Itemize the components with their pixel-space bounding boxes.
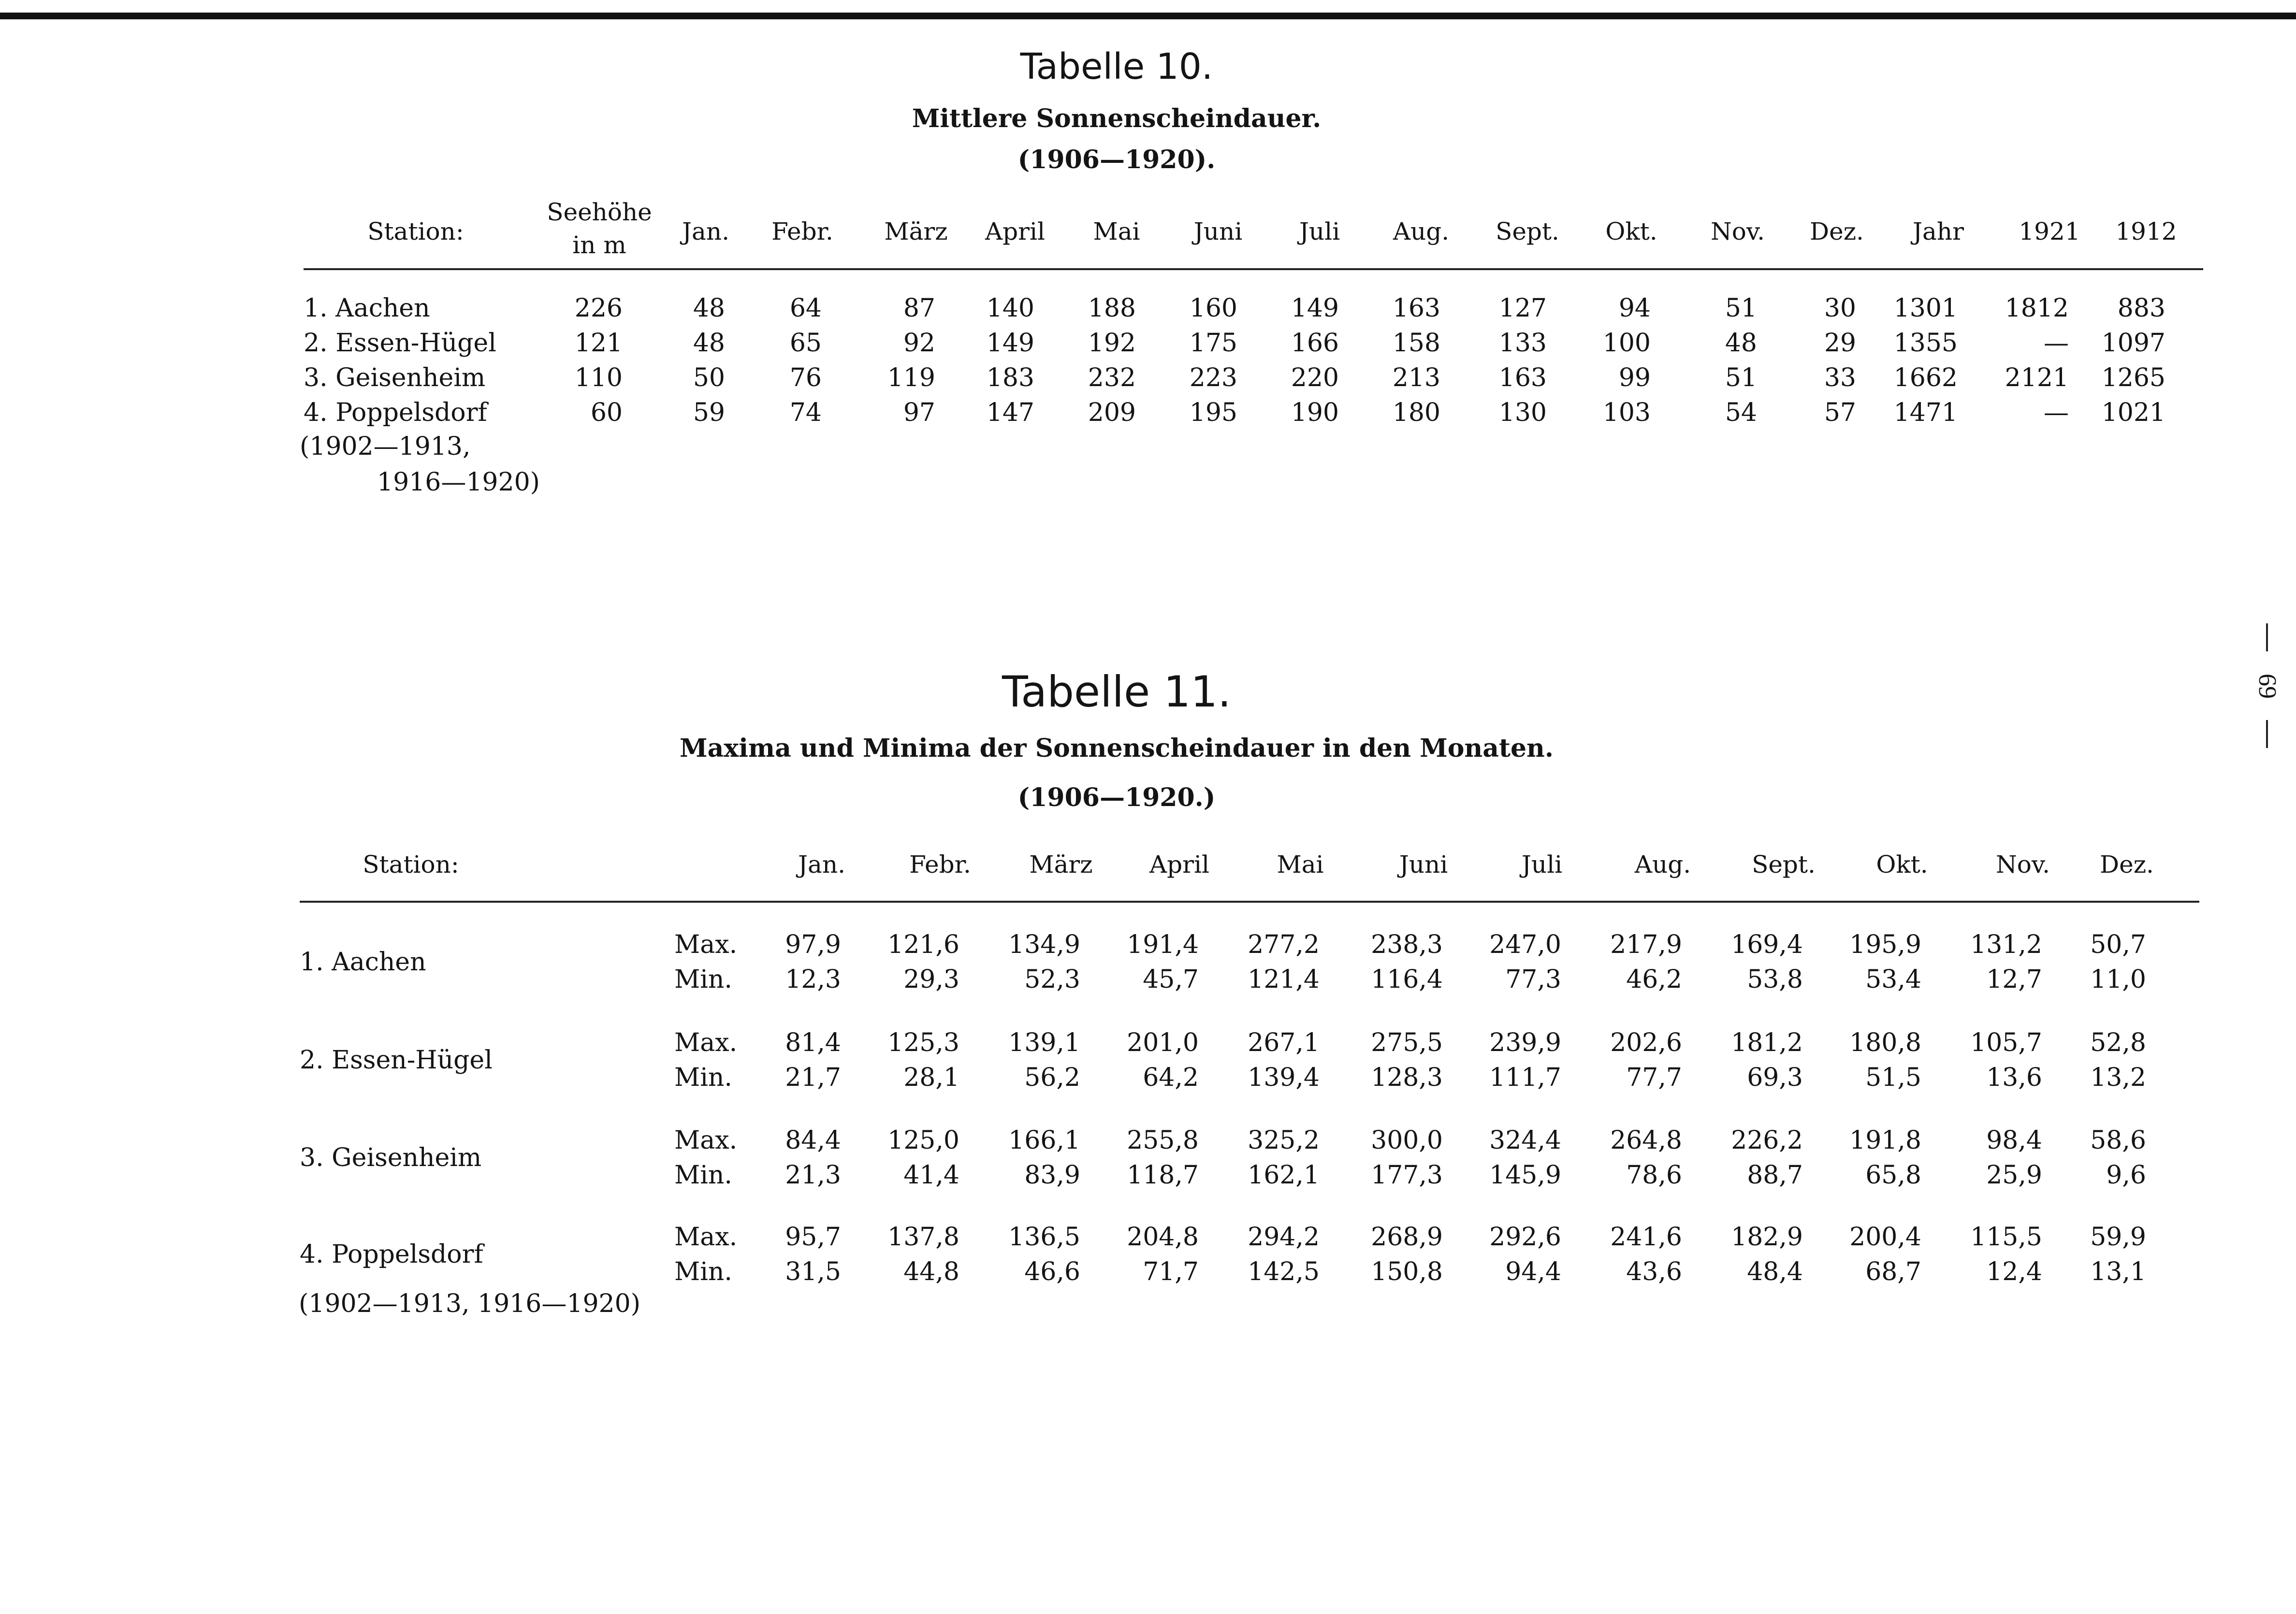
table11-row-2-max-col-8: 226,2 [1731,1126,1803,1155]
table10-row-1-col-10: 48 [1725,329,1757,358]
table10-row-3-col-14: 1021 [2101,398,2165,427]
table10-header-col-5: Juni [1193,217,1243,245]
table11-header-col-2: März [1029,850,1093,879]
table10-note-line1: (1902—1913, [300,432,471,461]
table10-header-col-6: Juli [1299,217,1340,245]
table10-row-0-col-1: 64 [789,294,822,323]
table11-row-1-min-col-6: 111,7 [1489,1063,1561,1092]
table11-row-0-min-col-5: 116,4 [1371,965,1443,994]
table10-row-3-col-6: 190 [1291,398,1339,427]
table11-header-col-10: Nov. [1995,850,2050,879]
table11-row-3-max-col-3: 204,8 [1127,1223,1199,1252]
table10-row-3-col-5: 195 [1189,398,1237,427]
table10-row-1-col-14: 1097 [2101,329,2165,358]
table10-row-0-col-11: 30 [1824,294,1856,323]
table11-row-1-min-col-10: 13,6 [1986,1063,2042,1092]
table11-row-0-min-col-9: 53,4 [1865,965,1921,994]
table11-row-2-max-label: Max. [674,1126,738,1155]
table11-row-2-min-col-11: 9,6 [2106,1161,2146,1190]
table11-row-3-min-col-8: 48,4 [1747,1257,1803,1286]
table11-header-rule [300,901,2199,903]
table11-row-2-max-col-0: 84,4 [785,1126,841,1155]
table11-row-0-min-col-1: 29,3 [903,965,959,994]
table10-row-3-col-4: 209 [1088,398,1136,427]
table11-row-1-max-col-1: 125,3 [887,1028,959,1057]
table10-row-0-col-10: 51 [1725,294,1757,323]
page-number-dash-bottom [2266,720,2268,748]
table10-header-col-12: Jahr [1913,217,1964,245]
table10-row-0-station: 1. Aachen [304,294,430,323]
table10-row-0-col-5: 160 [1189,294,1237,323]
table11-row-0-station: 1. Aachen [300,948,426,977]
table11-row-0-min-col-2: 52,3 [1024,965,1080,994]
table11-header-col-8: Sept. [1752,850,1816,879]
table11-row-2-min-col-10: 25,9 [1986,1161,2042,1190]
table10-row-3-height: 60 [590,398,623,427]
table11-row-0-min-col-8: 53,8 [1747,965,1803,994]
table10-row-3-col-12: 1471 [1893,398,1958,427]
table11-row-2-max-col-4: 325,2 [1248,1126,1320,1155]
table11-row-3-min-label: Min. [674,1257,732,1286]
table11-row-0-max-col-8: 169,4 [1731,930,1803,959]
table11-row-1-max-col-0: 81,4 [785,1028,841,1057]
table11-row-2-max-col-1: 125,0 [887,1126,959,1155]
table11-row-1-max-col-5: 275,5 [1371,1028,1443,1057]
table10-header-col-7: Aug. [1393,217,1450,245]
table11-row-1-min-col-8: 69,3 [1747,1063,1803,1092]
table11-row-0-max-col-10: 131,2 [1970,930,2042,959]
table10-header-col-9: Okt. [1605,217,1657,245]
table10-row-0-height: 226 [574,294,623,323]
table10-row-1-col-11: 29 [1824,329,1856,358]
table10-row-2-col-7: 213 [1392,363,1440,392]
table11-row-0-min-col-11: 11,0 [2090,965,2146,994]
table11-row-0-min-col-10: 12,7 [1986,965,2042,994]
table11-row-3-min-col-10: 12,4 [1986,1257,2042,1286]
table11-row-3-min-col-9: 68,7 [1865,1257,1921,1286]
table11-row-1-min-col-0: 21,7 [785,1063,841,1092]
table11-row-3-max-col-4: 294,2 [1248,1223,1320,1252]
table10-header-col-0: Jan. [682,217,729,245]
table11-row-2-max-col-5: 300,0 [1371,1126,1443,1155]
table11-row-1-min-col-9: 51,5 [1865,1063,1921,1092]
table10-header-col-14: 1912 [2115,217,2177,245]
table11-row-1-max-col-2: 139,1 [1008,1028,1080,1057]
table10-header-col-8: Sept. [1496,217,1559,245]
table11-row-1-min-col-1: 28,1 [903,1063,959,1092]
table10-row-1-col-7: 158 [1392,329,1440,358]
table11-row-1-max-col-9: 180,8 [1849,1028,1921,1057]
table11-row-1-max-col-4: 267,1 [1248,1028,1320,1057]
table11-row-3-min-col-1: 44,8 [903,1257,959,1286]
table10-row-1-station: 2. Essen-Hügel [304,329,496,358]
table10-row-0-col-12: 1301 [1893,294,1958,323]
page-number-dash-top [2266,623,2268,651]
table11-header-col-0: Jan. [798,850,845,879]
table11-header-col-6: Juli [1521,850,1563,879]
table11-header-col-9: Okt. [1876,850,1928,879]
table11-row-1-min-label: Min. [674,1063,732,1092]
table10-row-3-col-0: 59 [693,398,725,427]
table11-row-3-min-col-2: 46,6 [1024,1257,1080,1286]
table11-row-3-min-col-5: 150,8 [1371,1257,1443,1286]
table11-row-1-min-col-3: 64,2 [1143,1063,1199,1092]
table11-row-3-max-col-2: 136,5 [1008,1223,1080,1252]
table11-row-2-min-col-6: 145,9 [1489,1161,1561,1190]
table11-row-1-max-col-3: 201,0 [1127,1028,1199,1057]
table11-row-3-max-col-5: 268,9 [1371,1223,1443,1252]
table10-row-2-col-5: 223 [1189,363,1237,392]
table11-row-1-max-col-7: 202,6 [1610,1028,1682,1057]
table10-row-3-col-1: 74 [789,398,822,427]
table10-row-1-col-0: 48 [693,329,725,358]
table10-row-2-col-3: 183 [986,363,1034,392]
table10-header-col-13: 1921 [2019,217,2080,245]
table10-row-3-col-11: 57 [1824,398,1856,427]
table11-title: Tabelle 11. [1002,667,1232,717]
table11-row-1-max-label: Max. [674,1028,738,1057]
table11-row-3-station: 4. Poppelsdorf [300,1240,483,1269]
table11-row-3-max-col-8: 182,9 [1731,1223,1803,1252]
table11-row-0-max-col-2: 134,9 [1008,930,1080,959]
table10-row-2-col-0: 50 [693,363,725,392]
table11-row-2-min-col-7: 78,6 [1626,1161,1682,1190]
table10-row-2-col-12: 1662 [1893,363,1958,392]
table10-row-1-col-1: 65 [789,329,822,358]
table10-row-1-col-5: 175 [1189,329,1237,358]
table10-row-3-col-8: 130 [1498,398,1547,427]
table10-header-col-11: Dez. [1810,217,1864,245]
table11-row-3-max-col-7: 241,6 [1610,1223,1682,1252]
table11-header-col-4: Mai [1277,850,1324,879]
table11-row-1-max-col-10: 105,7 [1970,1028,2042,1057]
table10-row-2-station: 3. Geisenheim [304,363,486,392]
table10-row-2-col-6: 220 [1291,363,1339,392]
table10-row-1-col-12: 1355 [1893,329,1958,358]
table11-row-2-min-col-0: 21,3 [785,1161,841,1190]
table10-row-2-col-13: 2121 [2005,363,2069,392]
table11-row-3-max-col-10: 115,5 [1970,1223,2042,1252]
table10-header-col-3: April [985,217,1045,245]
table11-row-2-min-col-2: 83,9 [1024,1161,1080,1190]
table11-row-2-max-col-11: 58,6 [2090,1126,2146,1155]
table11-row-1-min-col-2: 56,2 [1024,1063,1080,1092]
table11-row-0-max-col-1: 121,6 [887,930,959,959]
table11-row-2-max-col-6: 324,4 [1489,1126,1561,1155]
table10-row-3-col-3: 147 [986,398,1034,427]
table11-row-2-station: 3. Geisenheim [300,1143,482,1172]
page-number-text: 69 [2253,674,2281,699]
table11-note: (1902—1913, 1916—1920) [299,1289,640,1318]
table10-row-1-col-4: 192 [1088,329,1136,358]
table11-row-0-min-col-6: 77,3 [1505,965,1561,994]
table10-row-0-col-2: 87 [903,294,935,323]
table11-row-0-max-col-0: 97,9 [785,930,841,959]
table11-row-1-min-col-7: 77,7 [1626,1063,1682,1092]
table11-row-1-max-col-6: 239,9 [1489,1028,1561,1057]
table11-row-0-max-col-6: 247,0 [1489,930,1561,959]
table10-row-0-col-0: 48 [693,294,725,323]
table11-row-2-max-col-3: 255,8 [1127,1126,1199,1155]
table10-subtitle: Mittlere Sonnenscheindauer. [912,104,1322,133]
table10-header-col-1: Febr. [771,217,833,245]
table10-row-1-height: 121 [574,329,623,358]
table11-row-1-max-col-11: 52,8 [2090,1028,2146,1057]
table10-row-2-col-10: 51 [1725,363,1757,392]
table11-row-0-max-col-9: 195,9 [1849,930,1921,959]
table11-row-2-max-col-9: 191,8 [1849,1126,1921,1155]
table11-row-1-min-col-5: 128,3 [1371,1063,1443,1092]
table11-row-3-min-col-6: 94,4 [1505,1257,1561,1286]
table11-row-2-min-col-1: 41,4 [903,1161,959,1190]
table11-row-0-min-col-0: 12,3 [785,965,841,994]
table11-row-3-max-label: Max. [674,1223,738,1252]
table10-row-3-station: 4. Poppelsdorf [304,398,487,427]
table11-row-3-min-col-11: 13,1 [2090,1257,2146,1286]
table11-subtitle: Maxima und Minima der Sonnenscheindauer in den Monaten. [680,734,1554,763]
table11-row-0-min-col-3: 45,7 [1143,965,1199,994]
table10-header-seehoehe-unit: in m [572,231,626,259]
table11-row-0-min-col-4: 121,4 [1248,965,1320,994]
table11-row-2-max-col-2: 166,1 [1008,1126,1080,1155]
table11-row-2-min-col-8: 88,7 [1747,1161,1803,1190]
table11-row-0-max-col-4: 277,2 [1248,930,1320,959]
table10-row-2-col-8: 163 [1498,363,1547,392]
table10-row-2-col-1: 76 [789,363,822,392]
table10-row-3-col-10: 54 [1725,398,1757,427]
table10-header-col-4: Mai [1093,217,1140,245]
table11-header-col-5: Juni [1399,850,1448,879]
table11-row-3-max-col-1: 137,8 [887,1223,959,1252]
table11-row-1-station: 2. Essen-Hügel [300,1046,493,1075]
table11-row-3-max-col-11: 59,9 [2090,1223,2146,1252]
table11-row-3-min-col-0: 31,5 [785,1257,841,1286]
table10-row-3-col-13: — [2044,398,2069,427]
table10-row-1-col-3: 149 [986,329,1034,358]
table10-header-rule [304,268,2203,270]
table11-row-1-max-col-8: 181,2 [1731,1028,1803,1057]
table11-row-1-min-col-11: 13,2 [2090,1063,2146,1092]
page-number [2252,623,2281,749]
table11-row-0-min-col-7: 46,2 [1626,965,1682,994]
table10-header-col-10: Nov. [1710,217,1765,245]
table10-row-2-col-9: 99 [1618,363,1651,392]
table11-row-2-min-col-9: 65,8 [1865,1161,1921,1190]
table11-row-3-min-col-7: 43,6 [1626,1257,1682,1286]
table10-header-col-2: März [884,217,948,245]
table11-header-col-7: Aug. [1634,850,1691,879]
table10-note-line2: 1916—1920) [377,468,540,497]
table10-row-0-col-7: 163 [1392,294,1440,323]
table10-row-1-col-13: — [2044,329,2069,358]
table11-row-3-max-col-6: 292,6 [1489,1223,1561,1252]
table10-header-station: Station: [367,217,464,245]
table10-row-2-col-11: 33 [1824,363,1856,392]
table11-row-3-max-col-0: 95,7 [785,1223,841,1252]
table10-row-3-col-9: 103 [1602,398,1651,427]
table10-row-1-col-2: 92 [903,329,935,358]
table10-row-1-col-9: 100 [1602,329,1651,358]
table10-row-2-col-4: 232 [1088,363,1136,392]
table11-header-col-3: April [1149,850,1209,879]
table11-row-2-min-col-5: 177,3 [1371,1161,1443,1190]
top-page-rule [0,13,2296,19]
table10-row-0-col-8: 127 [1498,294,1547,323]
table11-header-col-1: Febr. [909,850,971,879]
table11-row-2-min-label: Min. [674,1161,732,1190]
table11-row-3-max-col-9: 200,4 [1849,1223,1921,1252]
table10-row-2-height: 110 [574,363,623,392]
table11-row-3-min-col-4: 142,5 [1248,1257,1320,1286]
table10-row-1-col-8: 133 [1498,329,1547,358]
table10-row-0-col-14: 883 [2117,294,2165,323]
table11-row-0-max-col-11: 50,7 [2090,930,2146,959]
table11-row-0-max-col-3: 191,4 [1127,930,1199,959]
table11-header-station: Station: [363,850,459,879]
table10-period: (1906—1920). [1017,145,1216,174]
table10-row-1-col-6: 166 [1291,329,1339,358]
table11-row-3-min-col-3: 71,7 [1143,1257,1199,1286]
table10-title: Tabelle 10. [1020,46,1213,87]
table11-row-2-min-col-4: 162,1 [1248,1161,1320,1190]
table11-row-2-max-col-10: 98,4 [1986,1126,2042,1155]
table10-row-0-col-3: 140 [986,294,1034,323]
table10-row-0-col-4: 188 [1088,294,1136,323]
table10-row-2-col-14: 1265 [2101,363,2165,392]
table11-row-1-min-col-4: 139,4 [1248,1063,1320,1092]
table11-row-0-max-col-7: 217,9 [1610,930,1682,959]
table11-row-0-max-label: Max. [674,930,738,959]
table11-row-2-min-col-3: 118,7 [1127,1161,1199,1190]
table11-period: (1906—1920.) [1017,783,1216,812]
table10-row-2-col-2: 119 [887,363,935,392]
table10-row-3-col-7: 180 [1392,398,1440,427]
table10-row-0-col-6: 149 [1291,294,1339,323]
table11-row-0-max-col-5: 238,3 [1371,930,1443,959]
table10-row-0-col-13: 1812 [2005,294,2069,323]
table11-header-col-11: Dez. [2100,850,2154,879]
table10-row-3-col-2: 97 [903,398,935,427]
table10-header-seehoehe: Seehöhe [547,198,652,226]
table11-row-0-min-label: Min. [674,965,732,994]
table11-row-2-max-col-7: 264,8 [1610,1126,1682,1155]
table10-row-0-col-9: 94 [1618,294,1651,323]
